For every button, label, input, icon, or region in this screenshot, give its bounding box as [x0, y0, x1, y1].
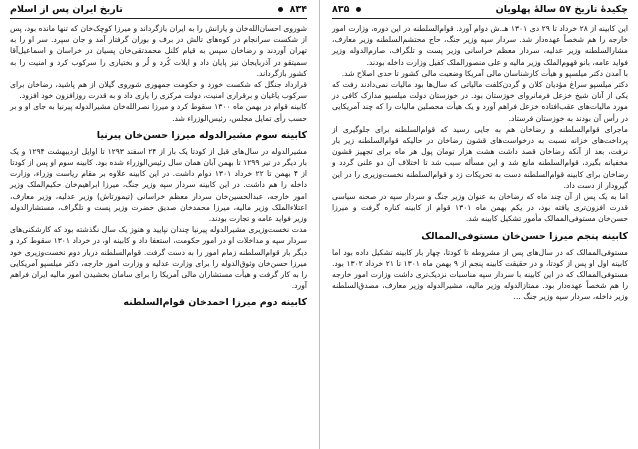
section-heading: کابینه دوم میرزا احمدخان قوام‌السلطنه	[123, 297, 307, 309]
bullet-icon	[278, 7, 283, 12]
section-heading: کابینه سوم مشیرالدوله میرزا حسن‌خان پیرنیا	[96, 129, 307, 141]
page-number: ۸۳۵	[332, 4, 350, 15]
paragraph: مشیرالدوله در سال‌های قبل از کودتا یک بار از ۲۴ اسفند ۱۲۹۳ تا اوایل اردیبهشت ۱۲۹۴ و یک بار دیگر در تیر ۱۲۹۹ تا بهمن آبان همان سال رئیس‌الوزراء شده بود. کابینه سوم او پس از کودتا از ۴ بهمن تا ۲۲ خرداد ۱۳۰۱ دوام داشت. در این کابینه علاوه بر مقام ریاست وزراء، وزارت داخله را هم داشت. در این کابینه سردار سپه وزیر جنگ، میرزا ابراهیم‌خان حکیم‌الملک وزیر امور خارجه، عبدالحسین‌خان سردار معظم خراسانی (تیمورتاش) وزیر عدلیه، وزیر معارف، اعتلاءالملک وزیر مالیه، میرزا محمدخان صدیق حضرت وزیر پست و تلگراف، مستشارالدوله وزیر فواید عامه و تجارت بودند.	[10, 146, 308, 224]
page-number: ۸۳۴	[289, 4, 307, 15]
paragraph: مستوفی‌الممالک که در سال‌های پس از مشروطه تا کودتا، چهار بار کابینه تشکیل داده بود اما کابینه اول او پس از کودتا، و در حقیقت کابینه پنجم از ۹ بهمن ماه ۱۳۰۱ تا ۲۱ خرداد ۱۳۰۲ بود. مستوفی‌الممالک که در این کابینه با سردار سپه مناسبات نزدیک‌تری داشت وزارت امور خارجه را هم شخصاً عهده‌دار بود. ممتازالدوله وزیر مالیه، مشیرالدوله وزیر معارف، مصدق‌السلطنه وزیر داخله، سردار سپه وزیر جنگ ...	[332, 247, 628, 302]
paragraph: قرارداد جنگل که شکست خورد و حکومت جمهوری شوروی گیلان از هم پاشید، رضاخان برای سرکوب یاغیان و برقراری امنیت، دولت مرکزی را یاری داد و به قدرت روزافزون خود افزود.	[10, 80, 307, 101]
bullet-icon	[356, 7, 361, 12]
paragraph: با آمدن دکتر میلسپو و هیأت کارشناسان مالی آمریکا وضعیت مالی کشور تا حدی اصلاح شد.	[341, 68, 628, 78]
page-number-group	[275, 4, 307, 16]
running-head	[10, 4, 307, 19]
running-head	[332, 4, 628, 19]
paragraph: این کابینه از ۲۸ خرداد تا ۲۹ دی ۱۳۰۱ هـ.ش دوام آورد. قوام‌السلطنه در این دوره، وزارت امور خارجه را هم شخصاً عهده‌دار شد. سردار سپه وزیر جنگ، حاج محتشم‌السلطنه وزیر معارف، مشارالسلطنه وزیر عدلیه، سردار معظم خراسانی وزیر پست و تلگراف، صارم‌الدوله وزیر فواید عامه، بانو قهوم‌الملک وزیر مالیه و علی منصورالملک کفیل وزارت داخله بودند.	[332, 24, 628, 67]
paragraph: اما به یک پس از آن چند ماه که رضاخان به عنوان وزیر جنگ و سردار سپه در صحنه سیاسی قدرت افزون‌تری یافته بود، در یکم بهمن ماه ۱۳۰۱ قوام از کابینه کناره گرفت و میرزا حسن‌خان مستوفی‌الممالک مأمور تشکیل کابینه شد.	[332, 192, 628, 224]
running-head-title: تاریخ ایران پس از اسلام	[10, 4, 123, 15]
running-head-title: چکیدهٔ تاریخ ۵۷ سالهٔ پهلویان	[495, 4, 628, 15]
paragraph: کابینه قوام در بهمن ماه ۱۳۰۰ سقوط کرد و میرزا نصرالله‌خان مشیرالدوله پیرنیا به جای او و بر حسب رأی تمایل مجلس، رئیس‌الوزراء شد.	[10, 102, 307, 123]
paragraph: مدت نخست‌وزیری مشیرالدوله پیرنیا چندان نپایید و هنوز یک سال نگذشته بود که کارشکنی‌های سردار سپه و مداخلات او در امور حکومت، استعفا داد و کابینه او، در خرداد ۱۳۰۱ سقوط کرد و دیگر بار قوام‌السلطنه زمام امور را به دست گرفت. قوام‌السلطنه دربار دوم نخست‌وزیری خود میرزا حسن‌خان وثوق‌الدوله را برای وزارت عدلیه و وزارت امور خارجه، دکتر میلسپو آمریکایی را به کار گرفت و هیأت مستشاران مالی آمریکا را برای سامان بخشیدن امور مالیه ایران فراهم آورد.	[10, 225, 307, 291]
right-page	[319, 0, 638, 449]
paragraph: شوروی احسان‌الله‌خان و یارانش را به ایران بازگرداند و میرزا کوچک‌خان که تنها مانده بود، پس از شکست سرانجام در کوه‌های تالش در برف و بوران گرفتار آمد و جان سپرد. سر او را به تهران آوردند و رضاخان سپس به قیام کلنل محمدتقی‌خان پسیان در خراسان و اسماعیل‌آقا سمیتقو در آذربایجان نیز پایان داد و ایلات کُرد و لُر و بختیاری را سرکوب کرد و امنیت را به کشور بازگرداند.	[10, 24, 307, 78]
page-number-group	[332, 4, 364, 16]
section-heading: کابینه پنجم میرزا حسن‌خان مستوفی‌الممالک	[421, 230, 628, 242]
paragraph: دکتر میلسپو سراغ مؤدیان کلان و گردن‌کلفت مالیاتی که سال‌ها بود مالیات نمی‌دادند رفت که یکی از آنان شیخ خزعل فرمانروای خوزستان بود. در خوزستان دولت میلسپو مدارک کافی در مورد مالیات‌های عقب‌افتاده خزعل فراهم آورد و یک هیأت محصلین مالیات را که چند آمریکایی در رأس آن بودند به خوزستان فرستاد.	[332, 80, 628, 123]
paragraph: ماجرای قوام‌السلطنه و رضاخان هم به جایی رسید که قوام‌السلطنه برای جلوگیری از پرداخت‌های خزانه نسبت به درخواست‌های قشون رضاخان در حالیکه قوام‌السلطنه زیر بار نرفت، بعد از آنکه رضاخان قصد داشت هشت هزار تومان پول هر ماه برای تجهیز قشون مخفیانه بگیرد، قوام‌السلطنه مانع شد و این مسأله سبب شد تا اختلاف آن دو علنی گردد و رضاخان برای کابینه قوام‌السلطنه دست به تحریکات زد و قوام‌السلطنه نخست‌وزیری را در این گیرودار از دست داد.	[332, 124, 628, 190]
